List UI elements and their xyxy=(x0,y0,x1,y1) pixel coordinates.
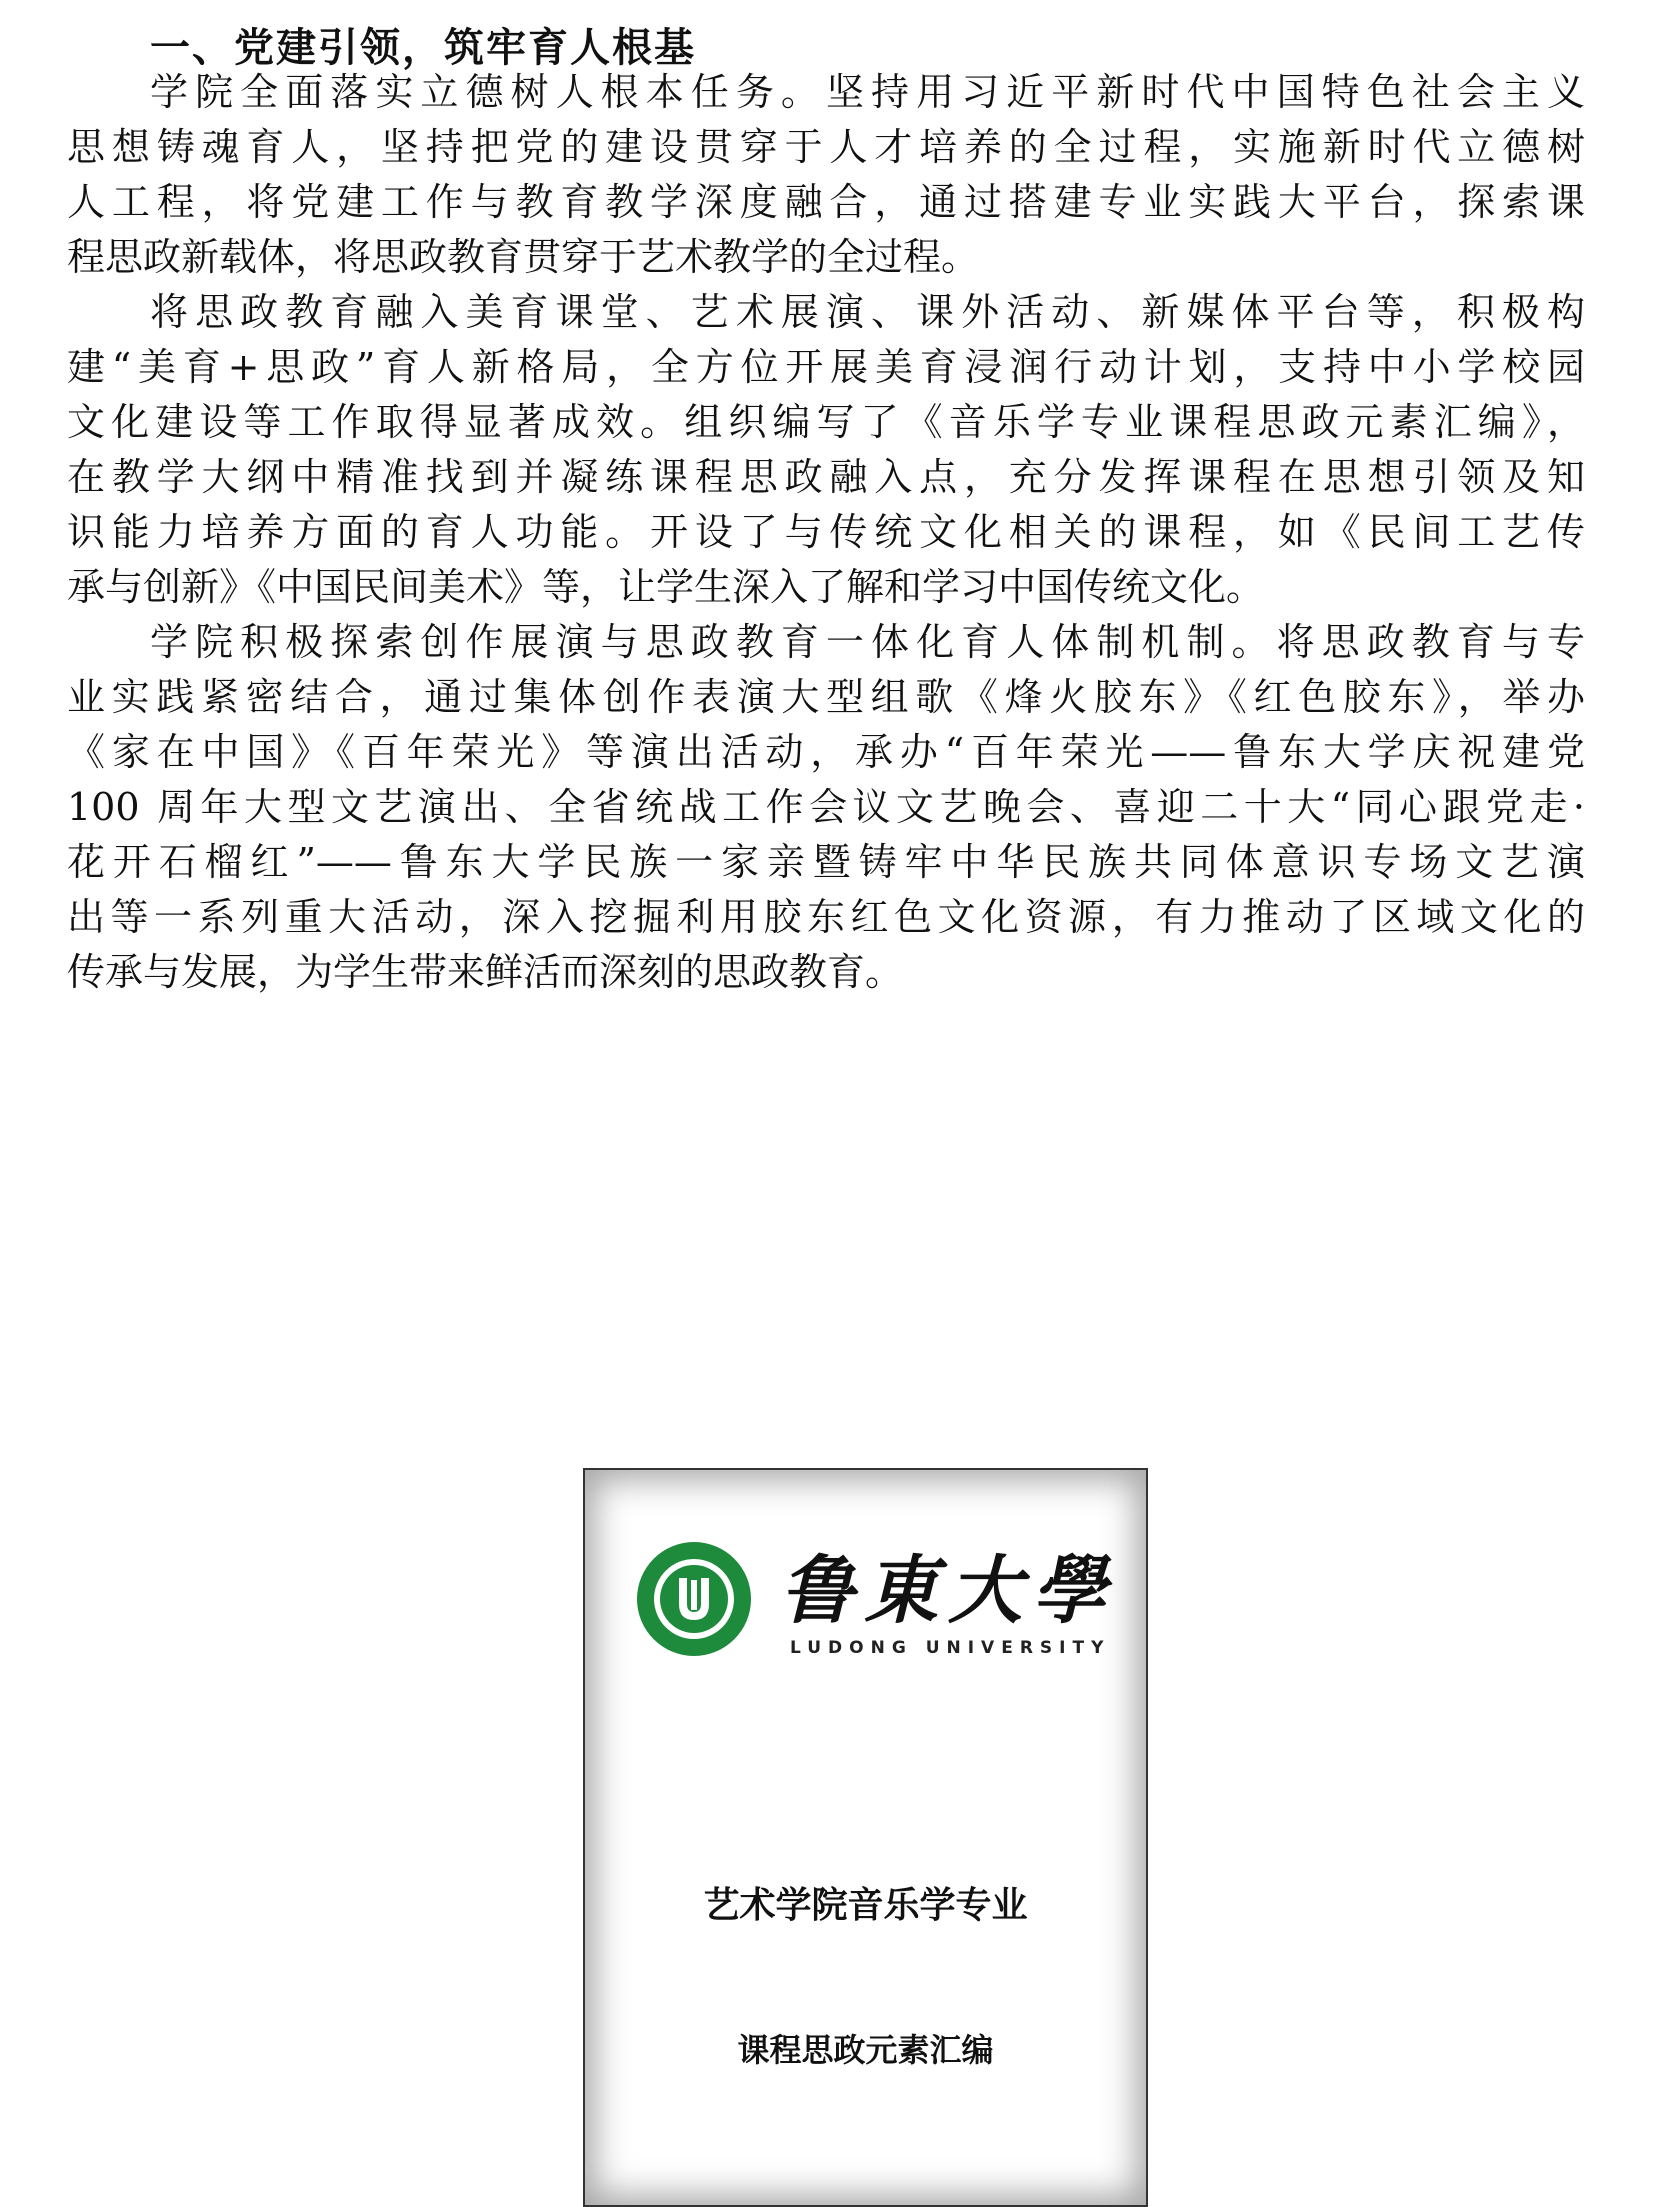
paragraph-line: 传承与发展，为学生带来鲜活而深刻的思政教育。 xyxy=(67,950,904,994)
paragraph-line: 花开石榴红”——鲁东大学民族一家亲暨铸牢中华民族共同体意识专场文艺演 xyxy=(67,840,1585,884)
paragraph-line: 学院积极探索创作展演与思政教育一体化育人体制机制。将思政教育与专 xyxy=(150,620,1585,664)
paragraph-line: 思想铸魂育人，坚持把党的建设贯穿于人才培养的全过程，实施新时代立德树 xyxy=(67,125,1585,169)
paragraph-line: 文化建设等工作取得显著成效。组织编写了《音乐学专业课程思政元素汇编》， xyxy=(67,400,1585,444)
cover-subtitle: 课程思政元素汇编 xyxy=(737,2031,994,2069)
section-heading: 一、党建引领，筑牢育人根基 xyxy=(150,25,696,71)
university-name-en: LUDONG UNIVERSITY xyxy=(790,1638,1111,1658)
cover-title: 艺术学院音乐学专业 xyxy=(703,1885,1028,1926)
university-name-cn: 鲁東大學 xyxy=(780,1548,1116,1634)
paragraph-line: 人工程，将党建工作与教育教学深度融合，通过搭建专业实践大平台，探索课 xyxy=(67,180,1585,224)
paragraph-line: 建“美育+思政”育人新格局，全方位开展美育浸润行动计划，支持中小学校园 xyxy=(67,345,1585,389)
paragraph-line: 业实践紧密结合，通过集体创作表演大型组歌《烽火胶东》《红色胶东》，举办 xyxy=(67,675,1585,719)
paragraph-line: 程思政新载体，将思政教育贯穿于艺术教学的全过程。 xyxy=(67,235,980,279)
university-seal-icon xyxy=(635,1540,753,1658)
paragraph-line: 100 周年大型文艺演出、全省统战工作会议文艺晚会、喜迎二十大“同心跟党走· xyxy=(67,785,1585,829)
paragraph-line: 承与创新》《中国民间美术》等，让学生深入了解和学习中国传统文化。 xyxy=(67,565,1265,609)
paragraph-line: 在教学大纲中精准找到并凝练课程思政融入点，充分发挥课程在思想引领及知 xyxy=(67,455,1585,499)
paragraph-line: 将思政教育融入美育课堂、艺术展演、课外活动、新媒体平台等，积极构 xyxy=(150,290,1585,334)
paragraph-line: 学院全面落实立德树人根本任务。坚持用习近平新时代中国特色社会主义 xyxy=(150,70,1585,114)
book-cover-image xyxy=(583,1468,1148,2207)
paragraph-line: 识能力培养方面的育人功能。开设了与传统文化相关的课程，如《民间工艺传 xyxy=(67,510,1585,554)
paragraph-line: 出等一系列重大活动，深入挖掘利用胶东红色文化资源，有力推动了区域文化的 xyxy=(67,895,1585,939)
paragraph-line: 《家在中国》《百年荣光》等演出活动，承办“百年荣光——鲁东大学庆祝建党 xyxy=(67,730,1585,774)
